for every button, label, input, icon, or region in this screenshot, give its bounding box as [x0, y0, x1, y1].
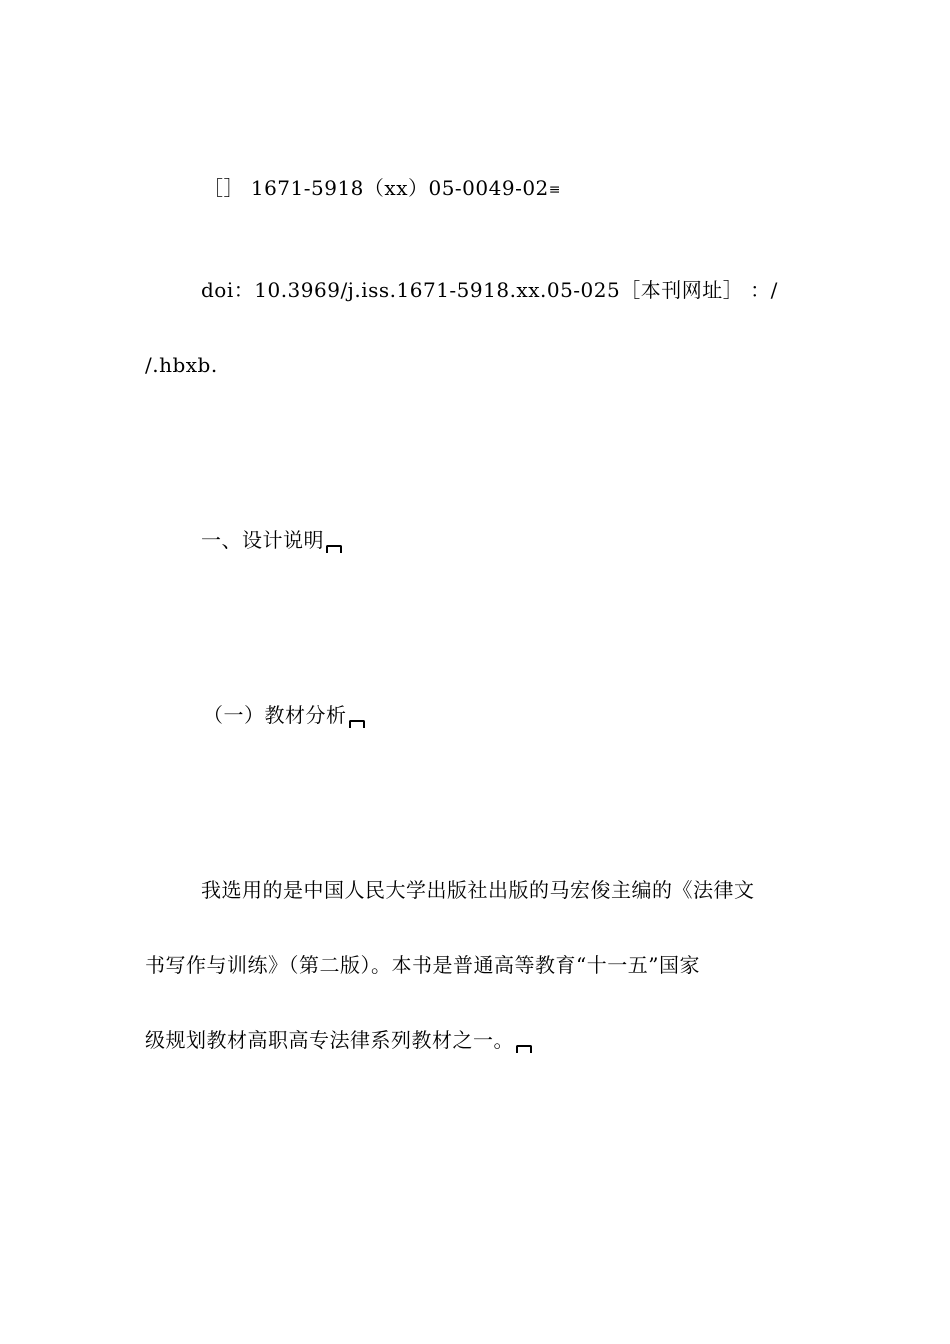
doi-continuation-text: /.hbxb. [145, 353, 218, 377]
paragraph-text: 级规划教材高职高专法律系列教材之一。 [145, 1028, 514, 1052]
paragraph-line [145, 1026, 532, 1054]
subsection-title: （一）教材分析 [203, 703, 347, 727]
section-heading [201, 526, 342, 554]
paragraph-line [145, 951, 700, 979]
subsection-heading [203, 701, 365, 729]
doi-text: doi：10.3969/j.iss.1671-5918.xx.05-025［本刊网址］ ：/ [201, 278, 778, 302]
paragraph-end-mark-icon [349, 720, 365, 728]
section-title: 一、设计说明 [201, 528, 324, 552]
doi-line [201, 276, 778, 304]
doi-continuation-line [145, 351, 218, 379]
paragraph-end-mark-icon [516, 1045, 532, 1053]
paragraph-text: 书写作与训练》（第二版）。本书是普通高等教育“十一五”国家 [145, 953, 700, 977]
paragraph-text: 我选用的是中国人民大学出版社出版的马宏俊主编的《法律文 [201, 878, 755, 902]
classification-suffix: ≡ [548, 182, 562, 198]
classification-line [203, 174, 561, 204]
classification-text: ［］ 1671-5918（xx）05-0049-02 [203, 176, 549, 200]
paragraph-line [201, 876, 755, 904]
paragraph-end-mark-icon [326, 545, 342, 553]
